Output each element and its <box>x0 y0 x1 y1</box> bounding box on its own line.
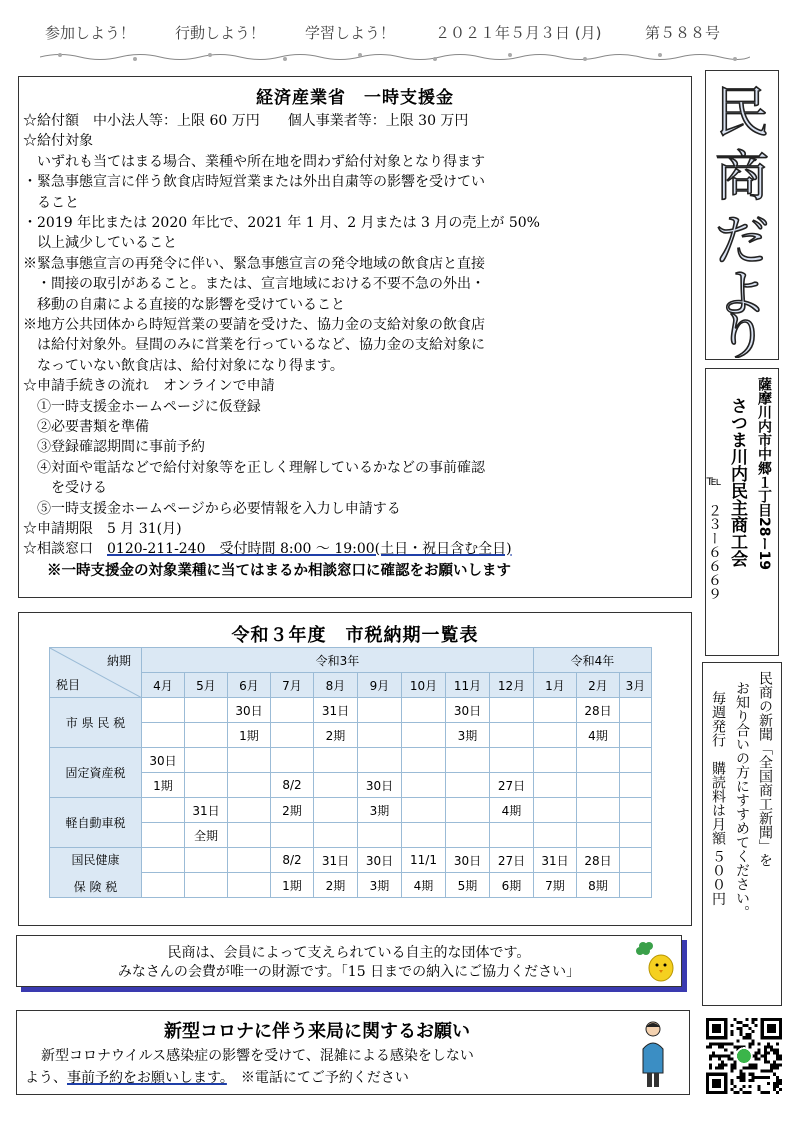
due-date-cell <box>577 748 620 773</box>
term-cell: 2期 <box>314 873 358 898</box>
term-cell <box>534 723 577 748</box>
newspaper-ad <box>702 662 782 1006</box>
slogan-participate: 参加しよう！ <box>45 24 136 42</box>
month-header-cell: 11月 <box>446 673 490 698</box>
support-line: を受ける <box>23 480 107 497</box>
tax-schedule-title: 令和３年度 市税納期一覧表 <box>231 625 479 646</box>
corona-line-2-start: よう、 <box>25 1070 67 1086</box>
due-date-cell <box>402 798 446 823</box>
ad-line-1: 民商の新聞「全国商工新聞」を <box>757 671 773 867</box>
due-date-cell <box>185 698 228 723</box>
due-date-cell <box>185 748 228 773</box>
month-header-cell: 6月 <box>228 673 271 698</box>
term-cell <box>142 723 185 748</box>
support-line: ③登録確認期間に事前予約 <box>23 439 205 456</box>
clover-chick-icon <box>635 940 675 982</box>
due-date-cell <box>314 748 358 773</box>
due-date-cell <box>534 798 577 823</box>
term-cell <box>314 823 358 848</box>
address-line: 薩摩川内市中郷１丁目28ー19 <box>756 377 772 570</box>
term-cell <box>620 823 652 848</box>
month-header-cell: 1月 <box>534 673 577 698</box>
corona-visit-request <box>16 1010 690 1095</box>
support-line: ・緊急事態宣言に伴う飲食店時短営業または外出自粛等の影響を受けてい <box>23 174 485 191</box>
due-date-cell: 8/2 <box>271 848 314 873</box>
term-cell: 27日 <box>490 773 534 798</box>
term-cell <box>446 823 490 848</box>
organization-name: さつま川内民主商工会 <box>727 397 747 567</box>
due-date-cell: 31日 <box>185 798 228 823</box>
term-cell <box>314 773 358 798</box>
support-title: 経済産業省 一時支援金 <box>256 88 454 108</box>
line-qr-code[interactable] <box>706 1018 782 1094</box>
due-date-cell <box>620 848 652 873</box>
due-date-cell <box>314 798 358 823</box>
corona-title: 新型コロナに伴う来局に関するお願い <box>164 1021 470 1042</box>
slogan-learn: 学習しよう！ <box>305 24 396 42</box>
support-line: いずれも当てはまる場合、業種や所在地を問わず給付対象となり得ます <box>23 153 485 170</box>
tax-name-line: 保 険 税 <box>73 879 118 894</box>
term-cell: 6期 <box>490 873 534 898</box>
masthead-char-3: だ <box>715 209 769 272</box>
month-header-cell: 5月 <box>185 673 228 698</box>
masthead-char-4: よ <box>717 265 767 323</box>
term-cell <box>446 773 490 798</box>
support-line: 移動の自粛による直接的な影響を受けていること <box>23 296 345 313</box>
term-cell: 4期 <box>402 873 446 898</box>
month-header-cell: 7月 <box>271 673 314 698</box>
organization-address <box>705 368 779 656</box>
table-row <box>50 798 652 823</box>
term-cell <box>402 823 446 848</box>
due-date-cell: 30日 <box>446 698 490 723</box>
temporary-support-section <box>18 76 692 598</box>
due-date-cell: 11/1 <box>402 848 446 873</box>
due-date-cell <box>271 748 314 773</box>
tax-schedule-section <box>18 612 692 926</box>
tax-name-cell: 軽自動車税 <box>50 798 142 848</box>
due-date-cell: 27日 <box>490 848 534 873</box>
support-line: は給付対象外。昼間のみに営業を行っているなど、協力金の支給対象に <box>23 337 485 354</box>
support-line: ・間接の取引があること。または、宣言地域における不要不急の外出・ <box>23 276 485 293</box>
tax-name-cell: 固定資産税 <box>50 748 142 798</box>
due-date-cell <box>358 698 402 723</box>
term-cell <box>620 773 652 798</box>
term-cell: 2期 <box>314 723 358 748</box>
support-note: ※一時支援金の対象業種に当てはまるか相談窓口に確認をお願いします <box>47 562 511 579</box>
term-cell <box>620 723 652 748</box>
month-header-cell: 3月 <box>620 673 652 698</box>
term-cell <box>490 823 534 848</box>
due-date-cell <box>620 698 652 723</box>
term-cell: 30日 <box>358 773 402 798</box>
due-date-cell <box>490 748 534 773</box>
ad-line-2: お知り合いの方にすすめてください。 <box>734 681 750 919</box>
support-line: ・2019 年比または 2020 年比で、2021 年 1 月、2 月または 3 月の売上が 50% <box>23 215 540 231</box>
due-date-cell <box>228 798 271 823</box>
support-line: 以上減少していること <box>23 235 177 252</box>
table-row <box>50 748 652 773</box>
support-line: ☆給付額 中小法人等：上限 60 万円 個人事業者等：上限 30 万円 <box>23 113 469 129</box>
due-date-cell <box>534 698 577 723</box>
term-cell <box>402 773 446 798</box>
slogan-act: 行動しよう！ <box>175 24 266 42</box>
support-line: ☆給付対象 <box>23 133 93 150</box>
due-date-cell: 28日 <box>577 698 620 723</box>
term-cell <box>577 823 620 848</box>
month-header-cell: 8月 <box>314 673 358 698</box>
term-cell <box>185 773 228 798</box>
due-date-cell <box>142 698 185 723</box>
notice-line-2: みなさんの会費が唯一の財源です。「15 日までの納入にご協力ください」 <box>117 964 581 980</box>
due-date-cell: 30日 <box>228 698 271 723</box>
term-cell: 3期 <box>358 873 402 898</box>
table-corner-cell <box>50 648 142 698</box>
support-line: なっていない飲食店は、給付対象になり得ます。 <box>23 357 344 374</box>
reservation-request: 事前予約をお願いします。 <box>67 1070 227 1086</box>
due-date-cell: 4期 <box>490 798 534 823</box>
term-cell: 全期 <box>185 823 228 848</box>
term-cell <box>620 873 652 898</box>
staff-person-icon <box>639 1019 667 1089</box>
term-cell: 1期 <box>142 773 185 798</box>
due-date-cell: 31日 <box>314 698 358 723</box>
month-header-cell: 2月 <box>577 673 620 698</box>
term-cell: 7期 <box>534 873 577 898</box>
due-date-cell <box>446 748 490 773</box>
due-date-cell: 30日 <box>142 748 185 773</box>
issue-number: 第５８８号 <box>645 24 721 42</box>
consult-phone-hours: 0120-211-240 受付時間 8:00 ～ 19:00(土日・祝日含む全日) <box>107 541 512 557</box>
due-date-cell <box>402 698 446 723</box>
term-cell <box>185 723 228 748</box>
due-date-cell <box>185 848 228 873</box>
term-cell <box>228 773 271 798</box>
term-cell: 8期 <box>577 873 620 898</box>
due-date-cell <box>534 748 577 773</box>
term-cell <box>358 823 402 848</box>
due-date-cell: 31日 <box>314 848 358 873</box>
term-cell <box>185 873 228 898</box>
term-cell <box>142 873 185 898</box>
due-date-cell <box>577 798 620 823</box>
membership-fee-notice <box>16 935 682 987</box>
term-cell <box>228 823 271 848</box>
month-header-cell: 10月 <box>402 673 446 698</box>
term-cell <box>142 823 185 848</box>
due-date-cell <box>142 798 185 823</box>
term-cell: 5期 <box>446 873 490 898</box>
year-header-r3: 令和3年 <box>142 648 534 673</box>
telephone-number: ℡ ２３ー６６６９ <box>706 473 722 601</box>
support-line: ☆申請手続きの流れ オンラインで申請 <box>23 378 275 395</box>
masthead-char-1: 民 <box>715 81 769 144</box>
due-date-cell <box>446 798 490 823</box>
ad-line-3: 毎週発行 購読料は月額 ５００円 <box>710 691 726 906</box>
support-line: ☆申請期限 5 月 31(月) <box>23 521 182 537</box>
month-header-cell: 12月 <box>490 673 534 698</box>
term-cell <box>577 773 620 798</box>
due-date-cell <box>228 848 271 873</box>
due-date-cell <box>142 848 185 873</box>
decorative-vine-divider <box>40 50 750 64</box>
due-date-cell <box>620 798 652 823</box>
due-date-cell: 31日 <box>534 848 577 873</box>
due-date-cell: 30日 <box>358 848 402 873</box>
masthead-char-5: り <box>717 308 767 358</box>
phone-reservation-note: ※電話にてご予約ください <box>226 1070 409 1086</box>
due-date-cell <box>402 748 446 773</box>
term-cell <box>402 723 446 748</box>
corona-line-2 <box>25 1067 409 1087</box>
consult-line <box>23 539 512 559</box>
term-cell: 4期 <box>577 723 620 748</box>
term-cell: 8/2 <box>271 773 314 798</box>
support-line: ②必要書類を準備 <box>23 419 149 435</box>
term-cell <box>490 723 534 748</box>
table-row <box>50 698 652 723</box>
masthead-logo <box>706 71 777 358</box>
table-row <box>50 848 652 873</box>
term-cell: 1期 <box>228 723 271 748</box>
support-line: ※緊急事態宣言の再発令に伴い、緊急事態宣言の発令地域の飲食店と直接 <box>23 255 485 272</box>
newsletter-header <box>45 20 745 48</box>
support-line: ※地方公共団体から時短営業の要請を受けた、協力金の支給対象の飲食店 <box>23 317 485 333</box>
masthead <box>705 70 779 360</box>
due-date-cell <box>271 698 314 723</box>
support-line: ④対面や電話などで給付対象等を正しく理解しているかなどの事前確認 <box>23 459 485 476</box>
term-cell <box>271 823 314 848</box>
term-cell <box>358 723 402 748</box>
due-date-cell <box>358 748 402 773</box>
tax-name-cell <box>50 848 142 898</box>
due-date-cell <box>490 698 534 723</box>
support-line: ること <box>23 194 79 211</box>
tax-name-line: 国民健康 <box>71 852 120 867</box>
due-date-cell: 30日 <box>446 848 490 873</box>
due-date-cell: 28日 <box>577 848 620 873</box>
term-cell <box>271 723 314 748</box>
month-header-cell: 4月 <box>142 673 185 698</box>
tax-name-cell: 市 県 民 税 <box>50 698 142 748</box>
corner-label-term: 納期 <box>106 654 131 668</box>
term-cell <box>228 873 271 898</box>
due-date-cell <box>620 748 652 773</box>
due-date-cell: 3期 <box>358 798 402 823</box>
issue-date: ２０２１年５月３日 (月) <box>435 24 602 42</box>
support-line: ①一時支援金ホームページに仮登録 <box>23 398 261 415</box>
due-date-cell: 2期 <box>271 798 314 823</box>
corona-line-1: 新型コロナウイルス感染症の影響を受けて、混雑による感染をしない <box>41 1048 474 1064</box>
month-header-cell: 9月 <box>358 673 402 698</box>
consult-label: ☆相談窓口 <box>23 541 107 557</box>
notice-line-1: 民商は、会員によって支えられている自主的な団体です。 <box>167 945 531 961</box>
term-cell: 3期 <box>446 723 490 748</box>
year-header-r4: 令和4年 <box>534 648 652 673</box>
term-cell <box>534 773 577 798</box>
masthead-char-2: 商 <box>715 145 769 208</box>
corner-label-tax: 税目 <box>56 678 81 692</box>
due-date-cell <box>228 748 271 773</box>
term-cell <box>534 823 577 848</box>
support-line: ⑤一時支援金ホームページから必要情報を入力し申請する <box>23 500 401 517</box>
term-cell: 1期 <box>271 873 314 898</box>
tax-schedule-table <box>49 647 652 898</box>
